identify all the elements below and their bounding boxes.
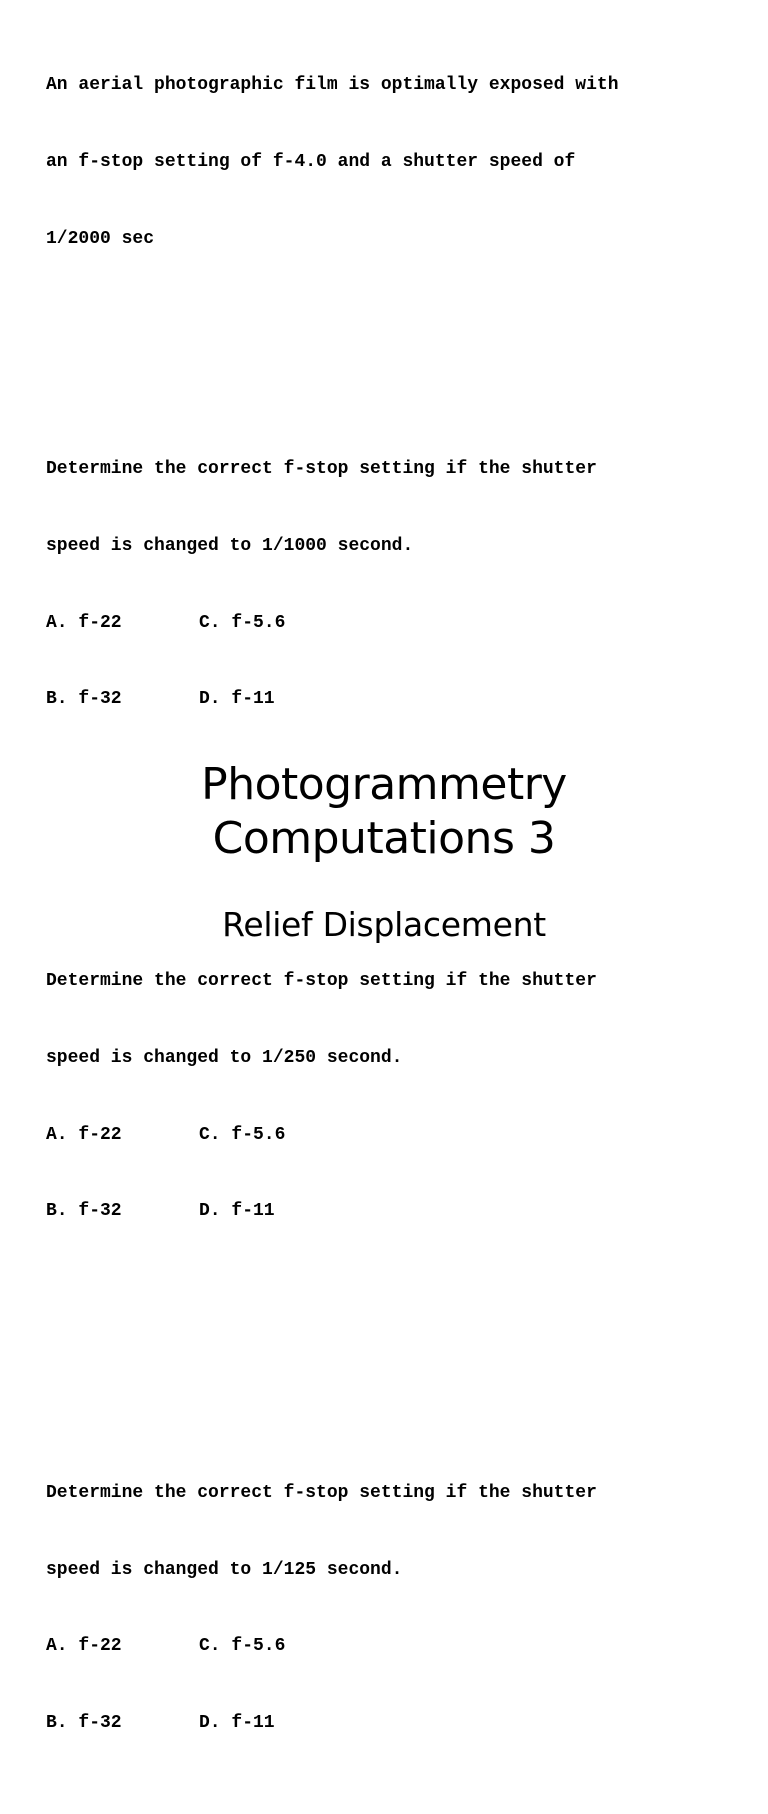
- intro-line: an f-stop setting of f-4.0 and a shutter speed of: [46, 151, 576, 172]
- choice-d: D. f-11: [199, 1201, 275, 1222]
- choice-b: B. f-32: [46, 689, 122, 710]
- choice-d: D. f-11: [199, 689, 275, 710]
- question-text: Determine the correct f-stop setting if the shutter: [46, 970, 597, 991]
- choice-b: B. f-32: [46, 1713, 122, 1734]
- spacer: [46, 304, 746, 330]
- choice-row: [46, 1634, 746, 1660]
- question-text: speed is changed to 1/1000 second.: [46, 535, 414, 556]
- question-2: [46, 918, 746, 1276]
- question-1: [46, 406, 746, 764]
- choice-b: B. f-32: [46, 1201, 122, 1222]
- choice-row: [46, 611, 746, 637]
- choice-a: A. f-22: [46, 1636, 122, 1657]
- choice-c: C. f-5.6: [199, 612, 286, 633]
- choice-c: C. f-5.6: [199, 1124, 286, 1145]
- choice-a: A. f-22: [46, 1124, 122, 1145]
- question-3: [46, 1430, 746, 1788]
- question-text: Determine the correct f-stop setting if the shutter: [46, 459, 597, 480]
- slide-subtitle: Relief Displacement: [222, 905, 546, 944]
- slide-title: [0, 758, 768, 866]
- spacer: [46, 1327, 746, 1353]
- choice-row: [46, 1123, 746, 1149]
- title-line-2: Computations 3: [212, 813, 556, 864]
- question-text: speed is changed to 1/125 second.: [46, 1559, 403, 1580]
- choice-d: D. f-11: [199, 1713, 275, 1734]
- choice-row: [46, 687, 746, 713]
- intro-line: 1/2000 sec: [46, 228, 155, 249]
- title-line-1: Photogrammetry: [201, 759, 567, 810]
- question-text: Determine the correct f-stop setting if the shutter: [46, 1482, 597, 1503]
- intro-line: An aerial photographic film is optimally exposed with: [46, 75, 619, 96]
- choice-row: [46, 1199, 746, 1225]
- question-text: speed is changed to 1/250 second.: [46, 1047, 403, 1068]
- choice-c: C. f-5.6: [199, 1636, 286, 1657]
- choice-a: A. f-22: [46, 612, 122, 633]
- choice-row: [46, 1711, 746, 1737]
